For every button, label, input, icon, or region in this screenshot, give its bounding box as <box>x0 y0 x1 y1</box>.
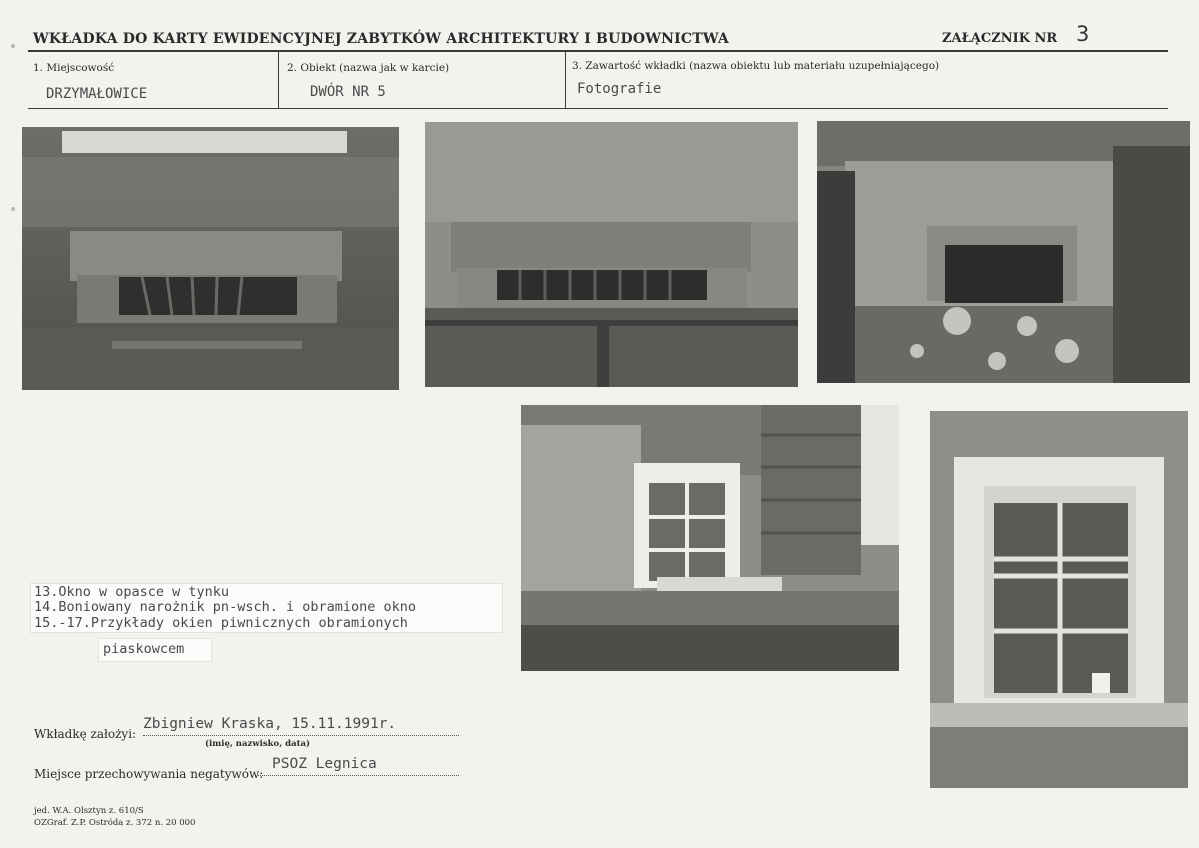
punch-hole <box>11 207 15 211</box>
attachment-label: ZAŁĄCZNIK NR <box>942 31 1058 46</box>
print-info-line: jed. W.A. Olsztyn z. 610/S <box>34 806 144 816</box>
caption-line: 15.-17.Przykłady okien piwnicznych obramionych <box>34 615 408 631</box>
print-info-line: OZGraf. Z.P. Ostróda z. 372 n. 20 000 <box>34 818 196 828</box>
caption-line: 13.Okno w opasce w tynku <box>34 584 230 600</box>
caption-line: 14.Boniowany narożnik pn-wsch. i obramione okno <box>34 599 417 615</box>
field-divider-1 <box>278 52 279 109</box>
storage-label: Miejsce przechowywania negatywów: <box>34 767 264 781</box>
storage-value: PSOZ Legnica <box>272 756 377 772</box>
creator-label: Wkładkę założyi: <box>34 727 137 741</box>
form-title: WKŁADKA DO KARTY EWIDENCYJNEJ ZABYTKÓW ARCHITEKTURY I BUDOWNICTWA <box>33 31 729 47</box>
photo-basement-window-3 <box>817 121 1190 383</box>
content-value: Fotografie <box>577 81 662 97</box>
caption-line: piaskowcem <box>103 641 185 657</box>
object-value: DWÓR NR 5 <box>310 84 386 100</box>
photo-basement-window-2 <box>425 122 798 387</box>
photo-corner-window <box>521 405 899 671</box>
field-divider-2 <box>565 52 566 109</box>
creator-line <box>143 735 459 736</box>
content-label: 3. Zawartość wkładki (nazwa obiektu lub materiału uzupełniającego) <box>572 60 940 72</box>
photo-basement-window-1 <box>22 127 399 390</box>
location-value: DRZYMAŁOWICE <box>46 86 148 102</box>
header-rule <box>28 50 1168 52</box>
creator-hint: (imię, nazwisko, data) <box>205 739 311 749</box>
attachment-number: 3 <box>1076 22 1090 46</box>
fields-bottom-rule <box>28 108 1168 109</box>
object-label: 2. Obiekt (nazwa jak w karcie) <box>287 62 450 74</box>
storage-line <box>258 775 459 776</box>
location-label: 1. Miejscowość <box>33 62 115 74</box>
photo-window-frame <box>930 411 1188 788</box>
punch-hole <box>11 44 15 48</box>
creator-value: Zbigniew Kraska, 15.11.1991r. <box>143 716 397 732</box>
